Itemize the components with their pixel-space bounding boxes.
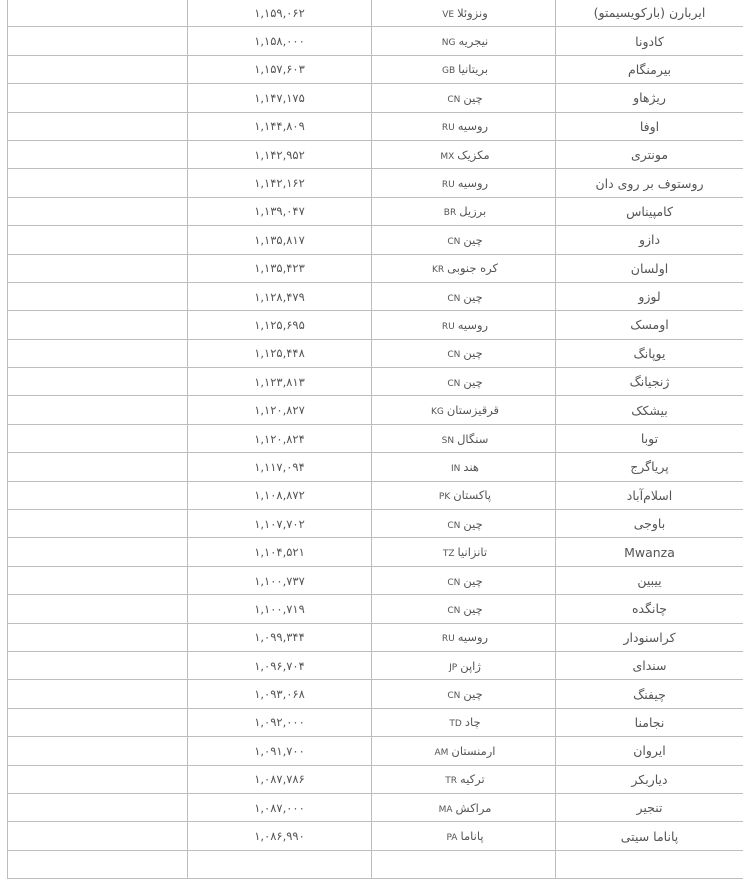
country-code: MA <box>438 804 453 815</box>
city-name-cell: دازو <box>556 226 743 254</box>
country-code: JP <box>449 662 458 673</box>
country-code: TR <box>445 776 458 787</box>
table-row <box>8 254 743 282</box>
country-name: سنگال <box>457 431 489 446</box>
country-cell <box>372 226 556 254</box>
city-name-cell: تنجیر <box>556 793 743 821</box>
empty-cell <box>8 339 188 367</box>
empty-cell <box>8 510 188 538</box>
city-name-cell: نجامنا <box>556 708 743 736</box>
empty-cell <box>8 140 188 168</box>
empty-cell <box>8 481 188 509</box>
city-name-cell: پاناما سیتی <box>556 822 743 850</box>
table-row <box>8 481 743 509</box>
population-cell: ۱,۱۱۷,۰۹۴ <box>188 453 372 481</box>
empty-cell <box>8 651 188 679</box>
country-code: RU <box>441 123 455 134</box>
country-cell <box>372 55 556 83</box>
table-row <box>8 651 743 679</box>
empty-cell <box>8 396 188 424</box>
country-cell <box>372 680 556 708</box>
city-name-cell: کراسنودار <box>556 623 743 651</box>
country-name: چین <box>463 346 483 361</box>
city-name-cell: ریژهاو <box>556 84 743 112</box>
country-cell <box>372 595 556 623</box>
table-row <box>8 822 743 850</box>
country-name: ارمنستان <box>451 743 496 758</box>
table-row <box>8 510 743 538</box>
population-cell: ۱,۱۵۷,۶۰۳ <box>188 55 372 83</box>
empty-cell <box>8 197 188 225</box>
city-name-cell: اومسک <box>556 311 743 339</box>
country-cell <box>372 765 556 793</box>
country-code: CN <box>447 350 461 361</box>
population-cell: ۱,۱۴۲,۹۵۲ <box>188 140 372 168</box>
table-row <box>8 84 743 112</box>
country-name: چین <box>463 232 483 247</box>
country-code: TZ <box>442 549 455 560</box>
country-name: بریتانیا <box>458 62 489 77</box>
city-name-cell: سندای <box>556 651 743 679</box>
table-row <box>8 311 743 339</box>
table-row <box>8 368 743 396</box>
country-code: MX <box>440 151 455 162</box>
country-code: NG <box>441 38 456 49</box>
empty-cell <box>8 822 188 850</box>
empty-cell <box>8 0 188 27</box>
empty-cell <box>8 282 188 310</box>
country-name: مکزیک <box>457 147 490 162</box>
city-name-cell: چیفنگ <box>556 680 743 708</box>
table-row <box>8 55 743 83</box>
country-code: CN <box>447 236 461 247</box>
city-name-cell: بیشکک <box>556 396 743 424</box>
population-cell: ۱,۱۰۴,۵۲۱ <box>188 538 372 566</box>
empty-cell <box>8 737 188 765</box>
table-row <box>8 850 743 878</box>
country-name: برزیل <box>459 204 487 219</box>
empty-cell <box>8 453 188 481</box>
country-code: KR <box>432 265 445 276</box>
country-cell <box>372 254 556 282</box>
city-name-cell: ایروان <box>556 737 743 765</box>
country-name: چین <box>463 289 483 304</box>
population-cell: ۱,۱۴۴,۸۰۹ <box>188 112 372 140</box>
country-cell <box>372 850 556 878</box>
cities-population-table <box>7 0 743 879</box>
country-code: BR <box>443 208 457 219</box>
table-row <box>8 0 743 27</box>
country-code: AM <box>434 747 449 758</box>
empty-cell <box>8 169 188 197</box>
country-cell <box>372 84 556 112</box>
population-cell: ۱,۱۲۵,۴۴۸ <box>188 339 372 367</box>
empty-cell <box>8 112 188 140</box>
population-cell: ۱,۱۲۵,۶۹۵ <box>188 311 372 339</box>
table-row <box>8 396 743 424</box>
country-name: چاد <box>464 715 481 730</box>
country-cell <box>372 481 556 509</box>
population-cell: ۱,۱۰۸,۸۷۲ <box>188 481 372 509</box>
table-row <box>8 226 743 254</box>
country-cell <box>372 0 556 27</box>
population-cell: ۱,۱۳۵,۴۲۳ <box>188 254 372 282</box>
country-cell <box>372 737 556 765</box>
city-name-cell: ییبین <box>556 566 743 594</box>
empty-cell <box>8 27 188 55</box>
table-row <box>8 566 743 594</box>
country-code: RU <box>441 180 455 191</box>
city-name-cell: اوفا <box>556 112 743 140</box>
country-name: پاناما <box>460 829 484 844</box>
country-code: CN <box>447 691 461 702</box>
table-row <box>8 595 743 623</box>
population-cell: ۱,۱۴۷,۱۷۵ <box>188 84 372 112</box>
country-cell <box>372 368 556 396</box>
population-cell: ۱,۱۵۹,۰۶۲ <box>188 0 372 27</box>
country-code: CN <box>447 520 461 531</box>
country-cell <box>372 538 556 566</box>
table-row <box>8 680 743 708</box>
country-name: چین <box>463 90 483 105</box>
table-row <box>8 169 743 197</box>
table-row <box>8 793 743 821</box>
city-name-cell: یوپانگ <box>556 339 743 367</box>
country-code: TD <box>449 719 462 730</box>
population-cell: ۱,۱۲۸,۴۷۹ <box>188 282 372 310</box>
country-name: چین <box>463 516 483 531</box>
country-cell <box>372 27 556 55</box>
city-name-cell: کامپیناس <box>556 197 743 225</box>
empty-cell <box>8 793 188 821</box>
country-cell <box>372 510 556 538</box>
country-name: چین <box>463 687 483 702</box>
city-name-cell: توبا <box>556 424 743 452</box>
country-cell <box>372 140 556 168</box>
country-cell <box>372 311 556 339</box>
country-code: PK <box>438 492 451 503</box>
table-row <box>8 623 743 651</box>
country-name: کره جنوبی <box>447 261 498 276</box>
table-row <box>8 538 743 566</box>
population-cell: ۱,۰۹۳,۰۶۸ <box>188 680 372 708</box>
country-cell <box>372 708 556 736</box>
table-row <box>8 197 743 225</box>
city-name-cell <box>556 850 743 878</box>
population-cell: ۱,۰۹۶,۷۰۴ <box>188 651 372 679</box>
city-name-cell: چانگده <box>556 595 743 623</box>
table-row <box>8 282 743 310</box>
empty-cell <box>8 623 188 651</box>
country-name: روسیه <box>457 176 489 191</box>
country-code: CN <box>447 605 461 616</box>
empty-cell <box>8 55 188 83</box>
empty-cell <box>8 538 188 566</box>
country-code: VE <box>442 9 455 20</box>
country-name: ژاپن <box>460 658 481 673</box>
population-cell: ۱,۱۲۰,۸۲۷ <box>188 396 372 424</box>
country-name: ونزوئلا <box>457 5 488 20</box>
table-row <box>8 140 743 168</box>
country-cell <box>372 822 556 850</box>
country-name: نیجریه <box>458 34 489 49</box>
empty-cell <box>8 566 188 594</box>
country-cell <box>372 282 556 310</box>
population-cell: ۱,۰۸۷,۰۰۰ <box>188 793 372 821</box>
city-name-cell: Mwanza <box>556 538 743 566</box>
population-cell: ۱,۱۴۲,۱۶۲ <box>188 169 372 197</box>
city-name-cell: دیاربکر <box>556 765 743 793</box>
country-name: تانزانیا <box>457 545 488 560</box>
table-row <box>8 737 743 765</box>
country-cell <box>372 396 556 424</box>
population-cell: ۱,۰۹۱,۷۰۰ <box>188 737 372 765</box>
table-body <box>8 0 743 879</box>
country-code: CN <box>447 577 461 588</box>
table-row <box>8 453 743 481</box>
country-name: چین <box>463 374 483 389</box>
table-row <box>8 27 743 55</box>
population-cell: ۱,۰۸۷,۷۸۶ <box>188 765 372 793</box>
country-code: GB <box>441 66 456 77</box>
population-cell <box>188 850 372 878</box>
country-name: روسیه <box>457 317 489 332</box>
country-code: CN <box>447 94 461 105</box>
country-name: ترکیه <box>460 772 485 787</box>
city-name-cell: روستوف بر روی دان <box>556 169 743 197</box>
empty-cell <box>8 595 188 623</box>
city-name-cell: لوزو <box>556 282 743 310</box>
empty-cell <box>8 765 188 793</box>
country-cell <box>372 169 556 197</box>
population-cell: ۱,۰۸۶,۹۹۰ <box>188 822 372 850</box>
empty-cell <box>8 368 188 396</box>
population-cell: ۱,۰۹۹,۳۴۴ <box>188 623 372 651</box>
population-cell: ۱,۰۹۲,۰۰۰ <box>188 708 372 736</box>
country-cell <box>372 623 556 651</box>
empty-cell <box>8 84 188 112</box>
city-name-cell: ژنجیانگ <box>556 368 743 396</box>
country-code: KG <box>430 407 444 418</box>
empty-cell <box>8 226 188 254</box>
country-code: PA <box>446 833 458 844</box>
country-name: مراکش <box>455 800 492 815</box>
table-row <box>8 339 743 367</box>
city-name-cell: اسلام‌آباد <box>556 481 743 509</box>
city-name-cell: پریاگرج <box>556 453 743 481</box>
city-name-cell: باوجی <box>556 510 743 538</box>
country-cell <box>372 112 556 140</box>
city-name-cell: اولسان <box>556 254 743 282</box>
country-code: RU <box>441 321 455 332</box>
empty-cell <box>8 254 188 282</box>
country-name: چین <box>463 573 483 588</box>
table-row <box>8 708 743 736</box>
population-cell: ۱,۱۳۵,۸۱۷ <box>188 226 372 254</box>
population-cell: ۱,۱۳۹,۰۴۷ <box>188 197 372 225</box>
country-name: چین <box>463 601 483 616</box>
population-cell: ۱,۱۵۸,۰۰۰ <box>188 27 372 55</box>
country-name: قرقیزستان <box>446 403 500 418</box>
empty-cell <box>8 311 188 339</box>
table-row <box>8 765 743 793</box>
city-name-cell: کادونا <box>556 27 743 55</box>
population-cell: ۱,۱۰۰,۷۳۷ <box>188 566 372 594</box>
country-code: SN <box>441 435 455 446</box>
country-name: پاکستان <box>453 488 492 503</box>
country-code: IN <box>451 463 461 474</box>
country-name: هند <box>463 459 479 474</box>
country-cell <box>372 453 556 481</box>
city-name-cell: بیرمنگام <box>556 55 743 83</box>
country-code: RU <box>441 634 455 645</box>
country-cell <box>372 197 556 225</box>
country-cell <box>372 793 556 821</box>
country-cell <box>372 339 556 367</box>
country-code: CN <box>447 293 461 304</box>
population-cell: ۱,۱۲۳,۸۱۳ <box>188 368 372 396</box>
empty-cell <box>8 424 188 452</box>
empty-cell <box>8 850 188 878</box>
country-name: روسیه <box>457 630 489 645</box>
population-cell: ۱,۱۰۷,۷۰۲ <box>188 510 372 538</box>
country-cell <box>372 651 556 679</box>
population-cell: ۱,۱۲۰,۸۲۴ <box>188 424 372 452</box>
table-row <box>8 424 743 452</box>
table-row <box>8 112 743 140</box>
country-cell <box>372 424 556 452</box>
city-name-cell: مونتری <box>556 140 743 168</box>
empty-cell <box>8 708 188 736</box>
empty-cell <box>8 680 188 708</box>
city-name-cell: ایربارن (بارکویسیمتو) <box>556 0 743 27</box>
country-name: روسیه <box>457 119 489 134</box>
population-cell: ۱,۱۰۰,۷۱۹ <box>188 595 372 623</box>
country-code: CN <box>447 378 461 389</box>
country-cell <box>372 566 556 594</box>
